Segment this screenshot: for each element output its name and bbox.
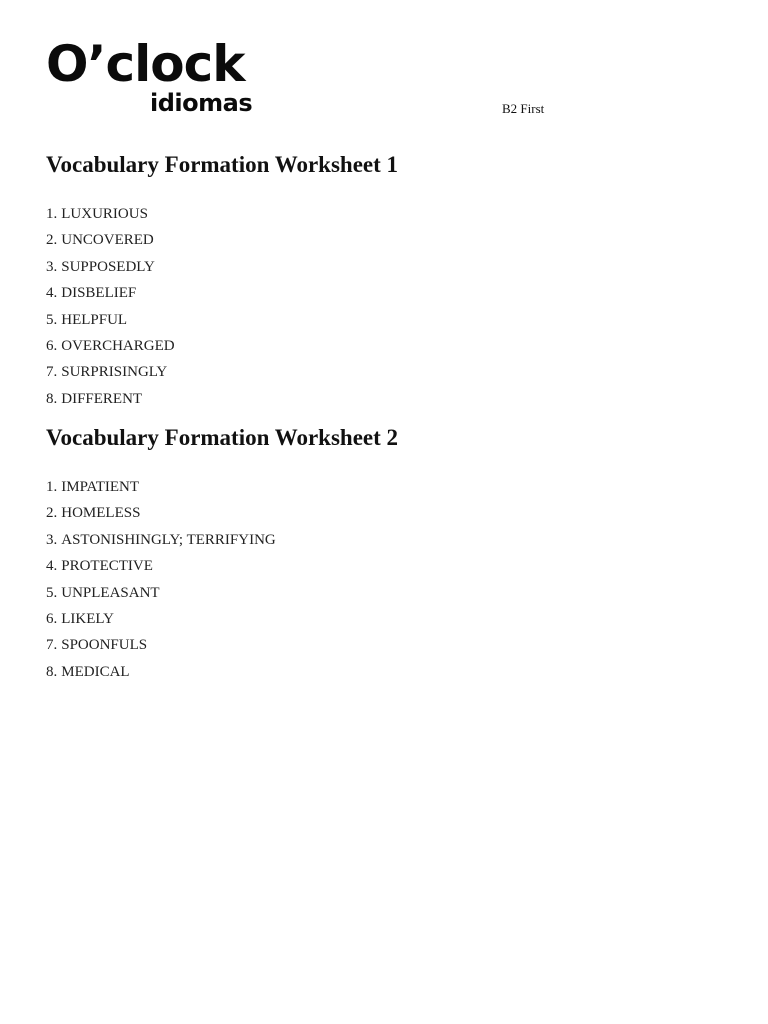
answer-number: 5. <box>46 584 58 601</box>
answer-list <box>46 474 706 685</box>
answer-number: 4. <box>46 285 58 302</box>
answer-text: LUXURIOUS <box>61 206 148 222</box>
answer-number: 7. <box>46 637 58 654</box>
answer-text: DIFFERENT <box>61 390 143 407</box>
answer-number: 8. <box>46 390 58 407</box>
answer-text: DISBELIEF <box>61 285 137 302</box>
answer-text: HOMELESS <box>61 505 141 522</box>
brand-logo <box>46 36 276 120</box>
answer-item <box>46 632 706 658</box>
worksheet-section-1 <box>46 150 706 412</box>
answer-text: LIKELY <box>61 610 114 627</box>
answer-number: 6. <box>46 610 58 627</box>
answer-text: OVERCHARGED <box>61 337 175 354</box>
answer-text: IMPATIENT <box>61 479 140 495</box>
answer-text: PROTECTIVE <box>61 558 153 575</box>
answer-number: 1. <box>46 206 58 222</box>
answer-item <box>46 386 706 412</box>
answer-text: UNPLEASANT <box>61 584 160 601</box>
answer-number: 6. <box>46 337 58 354</box>
answer-list <box>46 201 706 412</box>
answer-number: 7. <box>46 364 58 381</box>
answer-text: HELPFUL <box>61 311 128 328</box>
answer-text: ASTONISHINGLY; TERRIFYING <box>61 531 276 548</box>
answer-number: 8. <box>46 663 58 680</box>
answer-item <box>46 254 706 280</box>
answer-text: MEDICAL <box>61 663 130 680</box>
answer-item <box>46 553 706 579</box>
answer-number: 4. <box>46 558 58 575</box>
answer-item <box>46 500 706 526</box>
answer-item <box>46 333 706 359</box>
answer-item <box>46 280 706 306</box>
answer-text: SUPPOSEDLY <box>61 258 155 275</box>
logo-subtitle: idiomas <box>150 89 253 117</box>
level-label: B2 First <box>502 101 545 116</box>
answer-text: UNCOVERED <box>61 232 154 249</box>
answer-number: 3. <box>46 531 58 548</box>
answer-item <box>46 606 706 632</box>
answer-item <box>46 307 706 333</box>
answer-number: 2. <box>46 232 58 249</box>
answer-item <box>46 580 706 606</box>
answer-text: SURPRISINGLY <box>61 364 168 381</box>
answer-number: 5. <box>46 311 58 328</box>
answer-number: 3. <box>46 258 58 275</box>
answer-item <box>46 201 706 227</box>
section-title: Vocabulary Formation Worksheet 2 <box>46 425 399 450</box>
answer-item <box>46 474 706 500</box>
answer-item <box>46 527 706 553</box>
worksheet-section-2 <box>46 423 706 685</box>
answer-number: 1. <box>46 479 58 495</box>
answer-number: 2. <box>46 505 58 522</box>
answer-item <box>46 359 706 385</box>
logo-wordmark: O’clock <box>46 35 245 93</box>
answer-item <box>46 227 706 253</box>
answer-item <box>46 659 706 685</box>
answer-text: SPOONFULS <box>61 637 148 654</box>
section-title: Vocabulary Formation Worksheet 1 <box>46 152 399 177</box>
